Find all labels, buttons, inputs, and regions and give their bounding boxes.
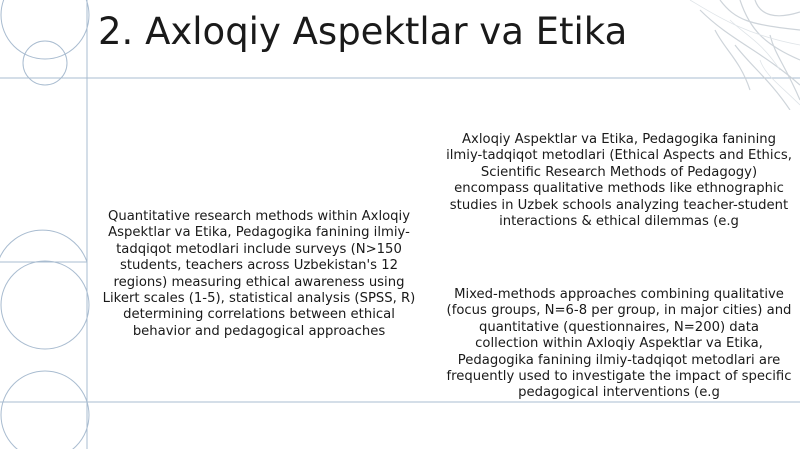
- slide-title: 2. Axloqiy Aspektlar va Etika: [98, 10, 628, 53]
- text-block-quantitative-methods: Quantitative research methods within Axloqiy Aspektlar va Etika, Pedagogika fanining ilmiy-tadqiqot metodlari include surveys (N>150 students, teachers across Uzbekistan's 12 regions) measuring ethical awareness using Likert scales (1-5), statistical analysis (SPSS, R) determining correlations between ethical behavior and pedagogical approaches: [102, 209, 416, 339]
- decorative-circle-top-small: [23, 41, 67, 85]
- decorative-circle-top-large: [1, 0, 89, 59]
- text-block-mixed-methods: Mixed-methods approaches combining qualitative (focus groups, N=6-8 per group, in major cities) and quantitative (questionnaires, N=200) data collection within Axloqiy Aspektlar va Etika, Pedagogika fanining ilmiy-tadqiqot metodlari are frequently used to investigate the impact of specific pedagogical interventions (e.g: [446, 287, 792, 401]
- decorative-arc-middle: [0, 230, 87, 262]
- marble-texture-image: [680, 0, 800, 110]
- text-block-qualitative-methods: Axloqiy Aspektlar va Etika, Pedagogika fanining ilmiy-tadqiqot metodlari (Ethical Aspects and Ethics, Scientific Research Methods of Pedagogy) encompass qualitative methods like ethnographic studies in Uzbek schools analyzing teacher-student interactions & ethical dilemmas (e.g: [446, 132, 792, 230]
- decorative-circle-bottom: [1, 371, 89, 449]
- decorative-circle-lower: [1, 261, 89, 349]
